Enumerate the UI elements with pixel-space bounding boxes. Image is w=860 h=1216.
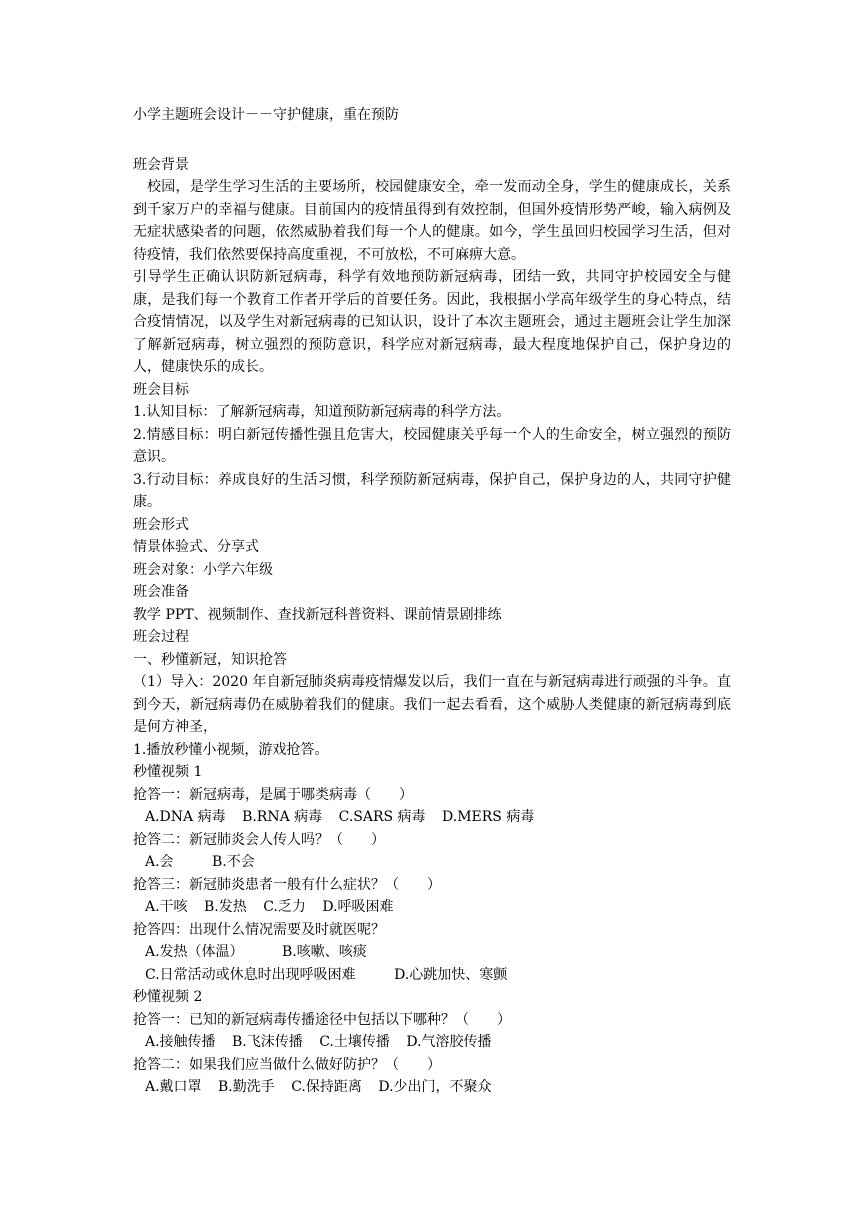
option-c: C.保持距离 bbox=[291, 1079, 362, 1095]
option-b: B.不会 bbox=[212, 854, 255, 870]
video1-question-4-options-row-1 bbox=[133, 941, 731, 964]
video2-question-2: 抢答二：如果我们应当做什么做好防护？（ ） bbox=[133, 1056, 441, 1073]
option-d: D.气溶胶传播 bbox=[406, 1034, 492, 1050]
option-a: A.DNA 病毒 bbox=[145, 809, 226, 825]
goal-item-3: 3.行动目标：养成良好的生活习惯，科学预防新冠病毒，保护自己，保护身边的人，共同守护健康。 bbox=[133, 471, 731, 510]
option-b: B.RNA 病毒 bbox=[242, 809, 323, 825]
option-c: C.SARS 病毒 bbox=[338, 809, 426, 825]
document-content bbox=[133, 104, 731, 1099]
option-d: D.心跳加快、寒颤 bbox=[394, 966, 508, 983]
video2-question-2-options bbox=[133, 1076, 731, 1099]
goal-item-2: 2.情感目标：明白新冠传播性强且危害大，校园健康关乎每一个人的生命安全，树立强烈的预防意识。 bbox=[133, 426, 731, 465]
video1-question-4-options-row-2 bbox=[133, 964, 731, 987]
option-a: A.接触传播 bbox=[145, 1034, 216, 1050]
prep-value: 教学 PPT、视频制作、查找新冠科普资料、课前情景剧排练 bbox=[133, 606, 502, 623]
option-d: D.少出门，不聚众 bbox=[378, 1079, 492, 1095]
option-b: B.发热 bbox=[204, 899, 247, 915]
background-paragraph-1: 校园，是学生学习生活的主要场所，校园健康安全，牵一发而动全身，学生的健康成长，关系到千家万户的幸福与健康。目前国内的疫情虽得到有效控制，但国外疫情形势严峻，输入病例及无症状感染者的问题，依然威胁着我们每一个人的健康。如今，学生虽回归校园学习生活，但对待疫情，我们依然要保持高度重视，不可放松，不可麻痹大意。 bbox=[133, 179, 731, 263]
video1-question-2: 抢答二：新冠肺炎会人传人吗？（ ） bbox=[133, 831, 385, 848]
option-b: B.咳嗽、咳痰 bbox=[282, 944, 367, 960]
part1-heading: 一、秒懂新冠，知识抢答 bbox=[133, 651, 287, 668]
form-heading: 班会形式 bbox=[133, 516, 189, 533]
option-b: B.飞沫传播 bbox=[232, 1034, 303, 1050]
prep-heading: 班会准备 bbox=[133, 584, 189, 600]
option-a: A.会 bbox=[145, 854, 174, 870]
goal-item-1: 1.认知目标：了解新冠病毒，知道预防新冠病毒的科学方法。 bbox=[133, 404, 511, 420]
video1-question-3-options bbox=[133, 896, 731, 919]
video1-question-1-options bbox=[133, 806, 731, 829]
option-c: C.日常活动或休息时出现呼吸困难 bbox=[145, 966, 356, 983]
option-a: A.戴口罩 bbox=[145, 1079, 202, 1095]
option-a: A.干咳 bbox=[145, 899, 188, 915]
option-c: C.乏力 bbox=[263, 899, 306, 915]
option-d: D.呼吸困难 bbox=[322, 899, 394, 915]
option-a: A.发热（体温） bbox=[145, 944, 244, 960]
audience-line: 班会对象：小学六年级 bbox=[133, 561, 273, 578]
video-2-heading: 秒懂视频 2 bbox=[133, 989, 203, 1005]
video1-question-2-options bbox=[133, 851, 731, 874]
step-1: 1.播放秒懂小视频，游戏抢答。 bbox=[133, 741, 329, 758]
video-1-heading: 秒懂视频 1 bbox=[133, 764, 203, 780]
form-value: 情景体验式、分享式 bbox=[133, 539, 259, 555]
video1-question-3: 抢答三：新冠肺炎患者一般有什么症状？（ ） bbox=[133, 876, 441, 893]
video2-question-1: 抢答一：已知的新冠病毒传播途径中包括以下哪种？（ ） bbox=[133, 1011, 511, 1028]
background-heading: 班会背景 bbox=[133, 156, 189, 173]
option-c: C.土壤传播 bbox=[319, 1034, 390, 1050]
video2-question-1-options bbox=[133, 1031, 731, 1054]
background-paragraph-2: 引导学生正确认识防新冠病毒，科学有效地预防新冠病毒，团结一致，共同守护校园安全与健康，是我们每一个教育工作者开学后的首要任务。因此，我根据小学高年级学生的身心特点，结合疫情情况，以及学生对新冠病毒的已知认识，设计了本次主题班会，通过主题班会让学生加深了解新冠病毒，树立强烈的预防意识，科学应对新冠病毒，最大程度地保护自己，保护身边的人，健康快乐的成长。 bbox=[133, 269, 731, 375]
goals-heading: 班会目标 bbox=[133, 381, 189, 398]
option-b: B.勤洗手 bbox=[218, 1079, 275, 1095]
video1-question-1: 抢答一：新冠病毒，是属于哪类病毒（ ） bbox=[133, 786, 413, 803]
process-heading: 班会过程 bbox=[133, 629, 189, 645]
option-d: D.MERS 病毒 bbox=[442, 809, 535, 825]
document-title: 小学主题班会设计－－守护健康，重在预防 bbox=[133, 107, 399, 123]
video1-question-4: 抢答四：出现什么情况需要及时就医呢？ bbox=[133, 921, 385, 938]
intro-paragraph: （1）导入：2020 年自新冠肺炎病毒疫情爆发以后，我们一直在与新冠病毒进行顽强的斗争。直到今天，新冠病毒仍在威胁着我们的健康。我们一起去看看，这个威胁人类健康的新冠病毒到底是何方神圣， bbox=[133, 674, 731, 735]
